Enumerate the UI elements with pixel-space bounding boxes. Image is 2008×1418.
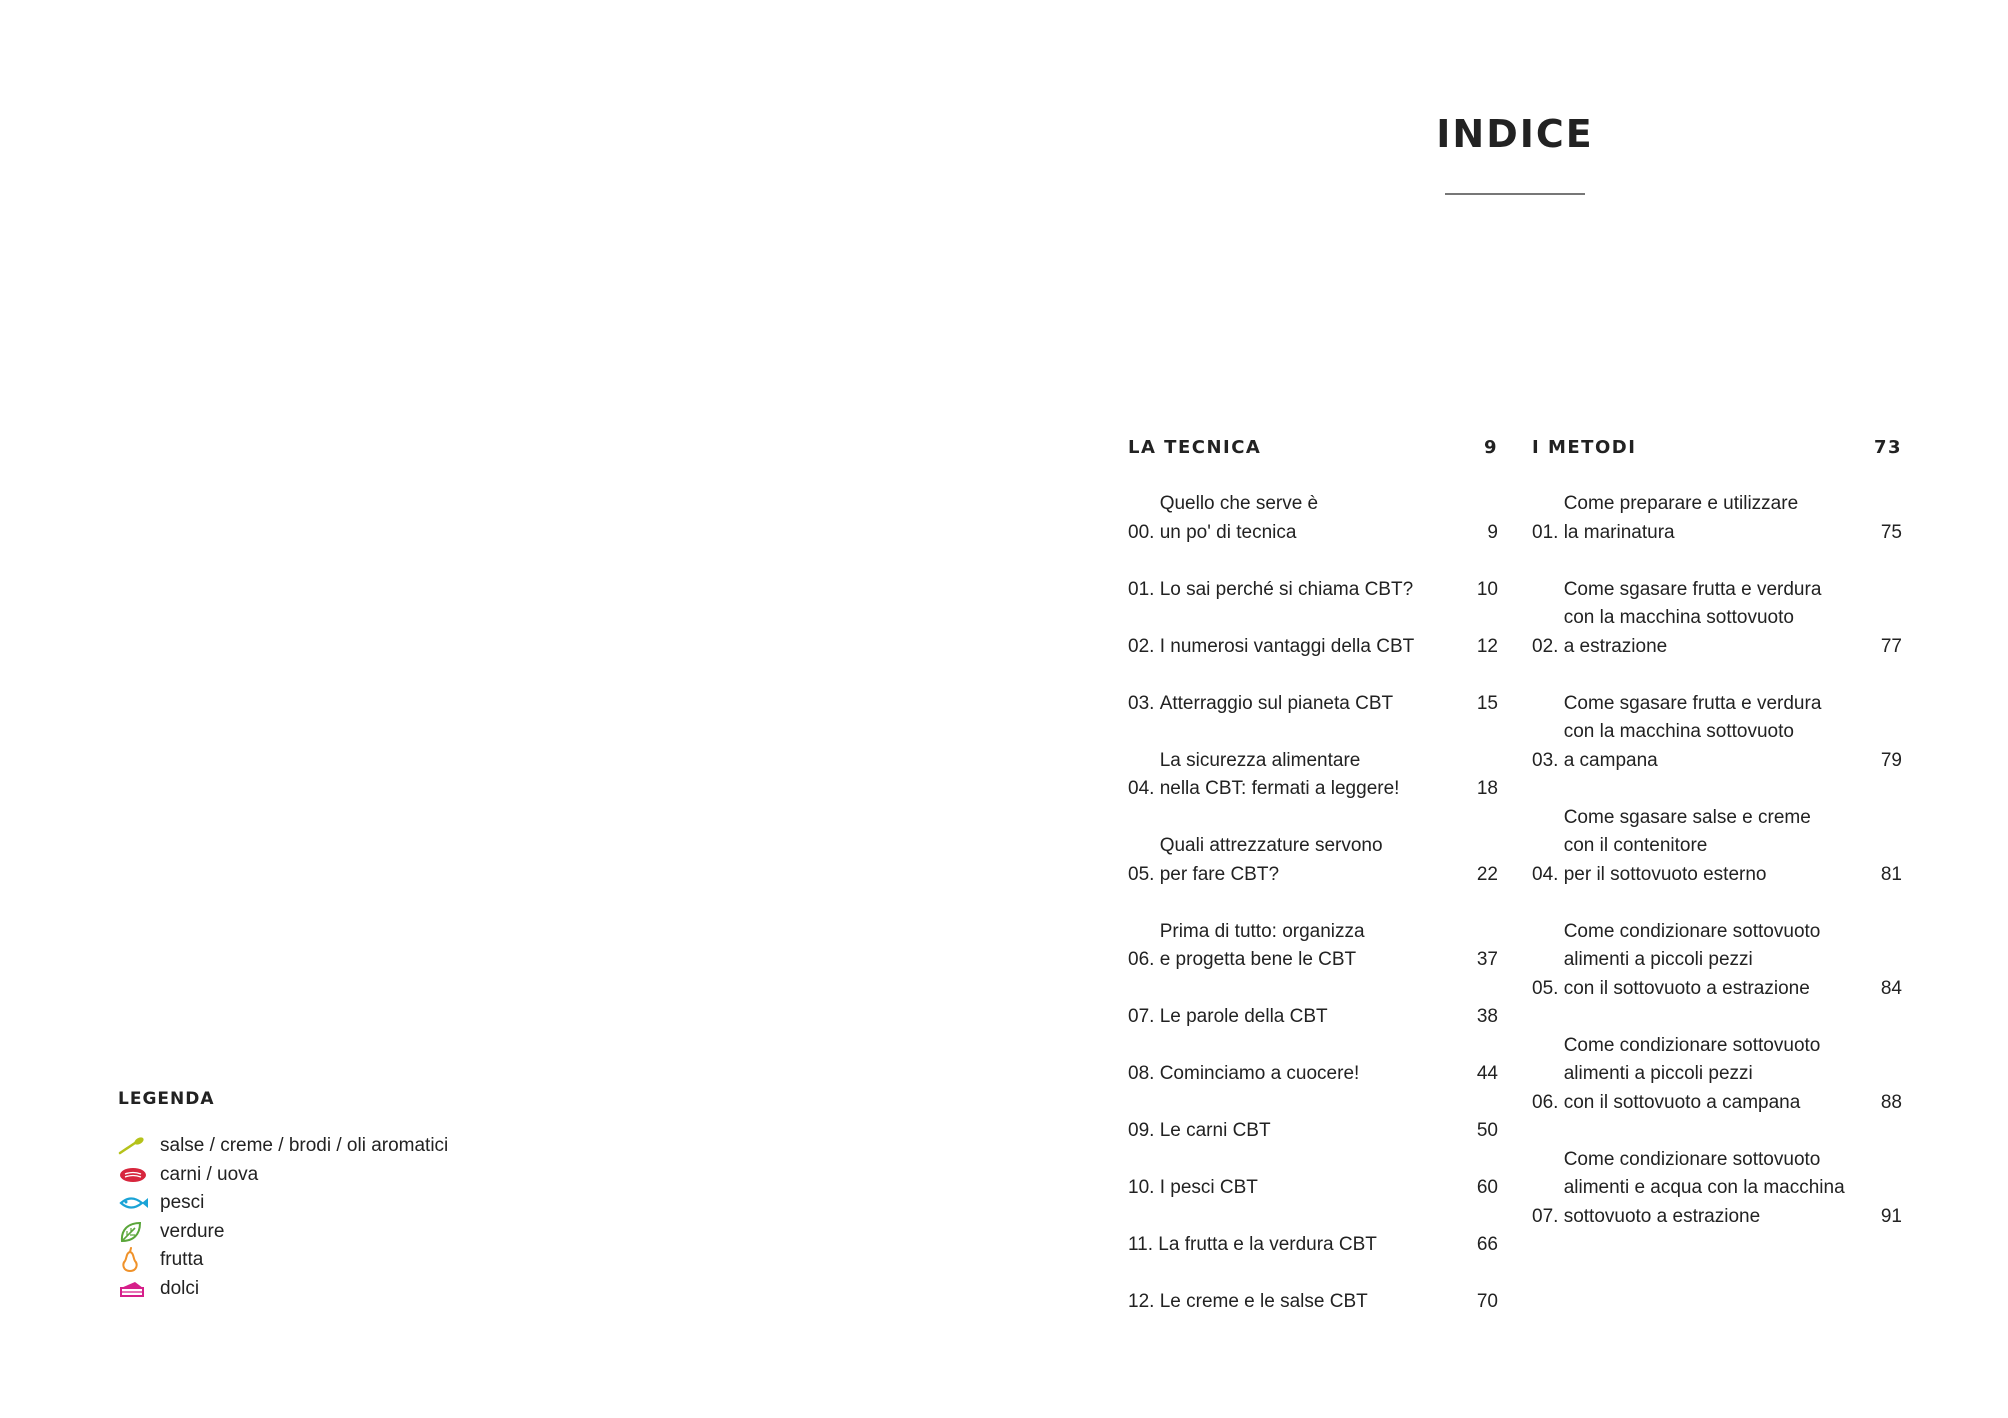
entry-title-line: Come condizionare sottovuoto bbox=[1563, 1034, 1821, 1056]
toc-entry bbox=[1128, 490, 1498, 547]
legend-label: dolci bbox=[160, 1277, 200, 1299]
entry-title bbox=[1564, 1146, 1862, 1232]
legend-item bbox=[118, 1275, 618, 1304]
entry-number: 06. bbox=[1128, 949, 1155, 970]
entry-page-number: 44 bbox=[1476, 1063, 1498, 1084]
entry-page-number: 50 bbox=[1476, 1120, 1498, 1141]
legend-label: salse / creme / brodi / oli aromatici bbox=[160, 1135, 449, 1157]
entry-page-number: 79 bbox=[1880, 749, 1902, 771]
toc-entries bbox=[1532, 490, 1902, 1231]
entry-title-line: la marinatura bbox=[1563, 521, 1675, 543]
legend-list bbox=[118, 1132, 618, 1303]
steak-icon bbox=[118, 1161, 160, 1189]
entry-number: 01. bbox=[1532, 521, 1559, 543]
entry-title bbox=[1564, 690, 1862, 776]
toc-entry bbox=[1532, 690, 1902, 776]
entry-number: 11. bbox=[1128, 1234, 1154, 1255]
entry-title-line: alimenti a piccoli pezzi bbox=[1563, 949, 1753, 970]
entry-page-number: 81 bbox=[1880, 863, 1902, 885]
legend-label: verdure bbox=[160, 1220, 225, 1242]
entry-number: 04. bbox=[1128, 778, 1155, 799]
legend-item bbox=[118, 1189, 618, 1218]
entry-title bbox=[1160, 1288, 1458, 1317]
toc-entry bbox=[1532, 1032, 1902, 1118]
entry-title-line: Lo sai perché si chiama CBT? bbox=[1159, 578, 1414, 600]
entry-title-line: Come condizionare sottovuoto bbox=[1563, 920, 1821, 942]
toc-entry bbox=[1128, 1003, 1498, 1032]
legend-item bbox=[118, 1246, 618, 1275]
entry-title-line: un po' di tecnica bbox=[1159, 521, 1297, 543]
toc-column-i-metodi bbox=[1532, 434, 1902, 1260]
entry-number: 02. bbox=[1532, 635, 1559, 657]
legend bbox=[118, 1086, 618, 1303]
toc-entry bbox=[1128, 1174, 1498, 1203]
cake-icon bbox=[118, 1275, 160, 1303]
entry-number: 02. bbox=[1128, 635, 1155, 657]
title-divider bbox=[1445, 193, 1585, 195]
entry-title bbox=[1160, 1174, 1458, 1203]
section-label: I METODI bbox=[1532, 437, 1637, 458]
entry-title-line: nella CBT: fermati a leggere! bbox=[1159, 778, 1400, 799]
entry-title-line: sottovuoto a estrazione bbox=[1563, 1205, 1761, 1227]
toc-entry bbox=[1532, 576, 1902, 662]
entry-number: 12. bbox=[1128, 1291, 1155, 1312]
entry-title-line: I pesci CBT bbox=[1159, 1177, 1258, 1198]
entry-title-line: Come sgasare frutta e verdura bbox=[1563, 692, 1822, 714]
entry-title-line: per il sottovuoto esterno bbox=[1563, 863, 1767, 885]
entry-title bbox=[1564, 490, 1862, 547]
entry-title-line: Come condizionare sottovuoto bbox=[1563, 1148, 1821, 1170]
entry-number: 09. bbox=[1128, 1120, 1155, 1141]
entry-title-line: con la macchina sottovuoto bbox=[1563, 607, 1794, 628]
entry-title-line: per fare CBT? bbox=[1159, 863, 1280, 885]
page-title: INDICE bbox=[1436, 112, 1594, 156]
entry-title-line: con il contenitore bbox=[1563, 835, 1708, 856]
entry-title bbox=[1160, 747, 1458, 804]
toc-column-la-tecnica bbox=[1128, 434, 1498, 1345]
entry-page-number: 66 bbox=[1476, 1234, 1498, 1255]
entry-page-number: 18 bbox=[1476, 778, 1498, 799]
entry-number: 05. bbox=[1532, 977, 1559, 999]
entry-number: 05. bbox=[1128, 863, 1155, 885]
entry-title bbox=[1564, 1032, 1862, 1118]
entry-page-number: 38 bbox=[1476, 1006, 1498, 1027]
entry-page-number: 10 bbox=[1476, 578, 1498, 600]
entry-number: 07. bbox=[1128, 1006, 1155, 1027]
entry-title-line: alimenti e acqua con la macchina bbox=[1563, 1177, 1845, 1198]
entry-page-number: 91 bbox=[1880, 1205, 1902, 1227]
spoon-icon bbox=[118, 1132, 160, 1160]
toc-entry bbox=[1128, 633, 1498, 662]
entry-number: 00. bbox=[1128, 521, 1155, 543]
entry-title-line: La frutta e la verdura CBT bbox=[1158, 1234, 1377, 1255]
toc-entry bbox=[1128, 576, 1498, 605]
entry-title-line: a estrazione bbox=[1563, 635, 1668, 657]
legend-label: carni / uova bbox=[160, 1163, 259, 1185]
toc-entry bbox=[1532, 918, 1902, 1004]
entry-title-line: Come sgasare frutta e verdura bbox=[1563, 578, 1822, 600]
entry-title-line: Le parole della CBT bbox=[1159, 1006, 1328, 1027]
entry-title bbox=[1160, 1060, 1458, 1089]
entry-title bbox=[1564, 804, 1862, 890]
entry-title bbox=[1160, 832, 1458, 889]
entry-title-line: con la macchina sottovuoto bbox=[1563, 721, 1794, 742]
entry-title-line: Quali attrezzature servono bbox=[1159, 835, 1383, 856]
entry-title bbox=[1160, 1117, 1458, 1146]
entry-title bbox=[1564, 576, 1862, 662]
entry-page-number: 22 bbox=[1476, 863, 1498, 885]
entry-page-number: 75 bbox=[1880, 521, 1902, 543]
toc-entry bbox=[1532, 804, 1902, 890]
entry-number: 03. bbox=[1532, 749, 1559, 771]
section-heading bbox=[1532, 434, 1902, 462]
entry-title-line: La sicurezza alimentare bbox=[1159, 749, 1361, 771]
section-page: 73 bbox=[1873, 437, 1902, 458]
section-label: LA TECNICA bbox=[1128, 437, 1262, 458]
entry-number: 07. bbox=[1532, 1205, 1559, 1227]
entry-title-line: a campana bbox=[1563, 749, 1658, 771]
entry-page-number: 9 bbox=[1487, 521, 1498, 543]
toc-entry bbox=[1128, 747, 1498, 804]
entry-page-number: 77 bbox=[1880, 635, 1902, 657]
entry-title-line: Come preparare e utilizzare bbox=[1563, 493, 1799, 514]
entry-title-line: Come sgasare salse e creme bbox=[1563, 806, 1811, 828]
toc-entry bbox=[1128, 1117, 1498, 1146]
entry-number: 03. bbox=[1128, 692, 1155, 714]
entry-title-line: Atterraggio sul pianeta CBT bbox=[1159, 692, 1394, 714]
toc-entry bbox=[1532, 1146, 1902, 1232]
entry-title bbox=[1160, 633, 1458, 662]
pear-icon bbox=[118, 1246, 160, 1274]
entry-title-line: I numerosi vantaggi della CBT bbox=[1159, 635, 1415, 657]
toc-entry bbox=[1128, 918, 1498, 975]
legend-item bbox=[118, 1218, 618, 1247]
entry-title-line: alimenti a piccoli pezzi bbox=[1563, 1063, 1753, 1084]
entry-number: 10. bbox=[1128, 1177, 1155, 1198]
toc-entry bbox=[1128, 1231, 1498, 1260]
entry-title-line: Le carni CBT bbox=[1159, 1120, 1271, 1141]
section-page: 9 bbox=[1483, 437, 1498, 458]
legend-item bbox=[118, 1132, 618, 1161]
legend-title: LEGENDA bbox=[118, 1089, 215, 1109]
entry-title bbox=[1158, 1231, 1458, 1260]
entry-page-number: 60 bbox=[1476, 1177, 1498, 1198]
entry-page-number: 70 bbox=[1476, 1291, 1498, 1312]
legend-label: frutta bbox=[160, 1249, 204, 1271]
entry-title-line: con il sottovuoto a campana bbox=[1563, 1091, 1801, 1113]
entry-title-line: Le creme e le salse CBT bbox=[1159, 1291, 1368, 1312]
toc-entry bbox=[1128, 690, 1498, 719]
entry-page-number: 88 bbox=[1880, 1091, 1902, 1113]
legend-item bbox=[118, 1161, 618, 1190]
entry-title bbox=[1564, 918, 1862, 1004]
entry-number: 04. bbox=[1532, 863, 1559, 885]
toc-entry bbox=[1128, 1060, 1498, 1089]
legend-label: pesci bbox=[160, 1192, 205, 1214]
entry-page-number: 15 bbox=[1476, 692, 1498, 714]
entry-title-line: Quello che serve è bbox=[1159, 493, 1319, 514]
entry-title-line: Prima di tutto: organizza bbox=[1159, 920, 1365, 942]
entry-number: 01. bbox=[1128, 578, 1155, 600]
toc-entries bbox=[1128, 490, 1498, 1317]
entry-title-line: con il sottovuoto a estrazione bbox=[1563, 977, 1810, 999]
entry-title bbox=[1160, 690, 1458, 719]
toc-entry bbox=[1128, 832, 1498, 889]
toc-entry bbox=[1128, 1288, 1498, 1317]
section-heading bbox=[1128, 434, 1498, 462]
fish-icon bbox=[118, 1189, 160, 1217]
entry-title bbox=[1160, 1003, 1458, 1032]
entry-page-number: 84 bbox=[1880, 977, 1902, 999]
entry-title-line: e progetta bene le CBT bbox=[1159, 949, 1357, 970]
toc-entry bbox=[1532, 490, 1902, 547]
entry-page-number: 37 bbox=[1476, 949, 1498, 970]
entry-number: 06. bbox=[1532, 1091, 1559, 1113]
entry-title bbox=[1160, 576, 1458, 605]
entry-number: 08. bbox=[1128, 1063, 1155, 1084]
entry-page-number: 12 bbox=[1476, 635, 1498, 657]
leaf-icon bbox=[118, 1218, 160, 1246]
entry-title bbox=[1160, 490, 1458, 547]
entry-title-line: Cominciamo a cuocere! bbox=[1159, 1063, 1360, 1084]
entry-title bbox=[1160, 918, 1458, 975]
